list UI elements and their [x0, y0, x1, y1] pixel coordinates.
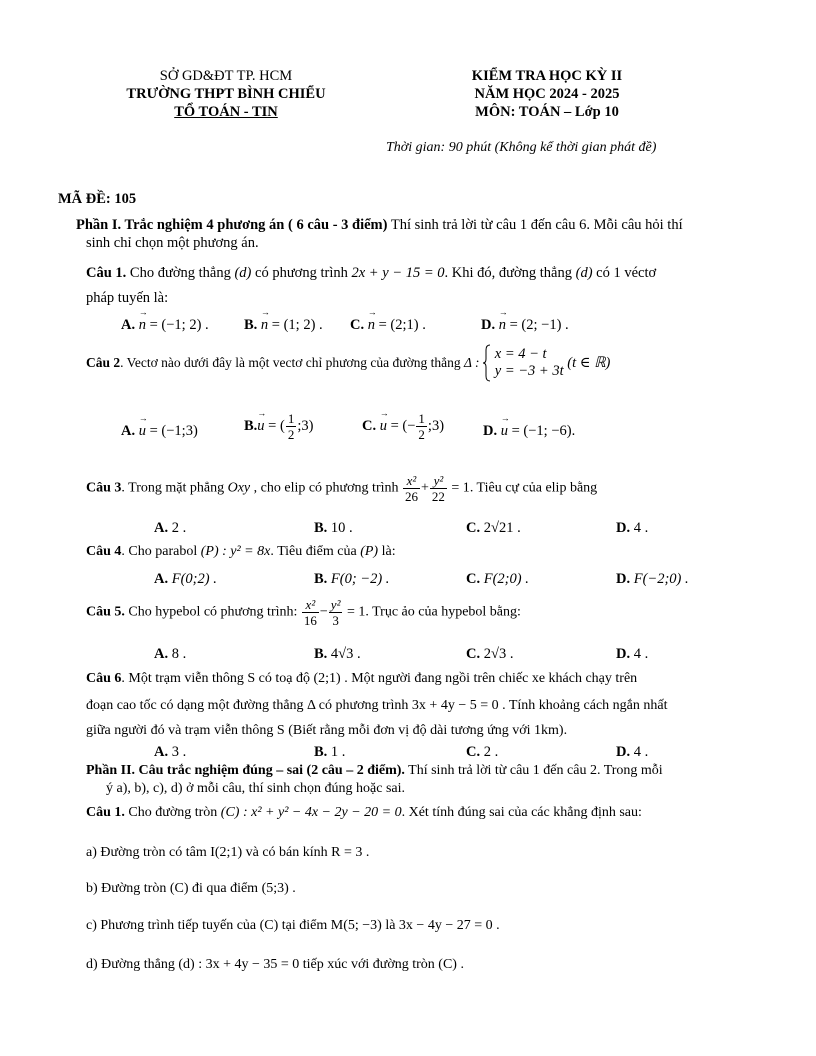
q6-b-value: 1 . [327, 744, 346, 760]
frac-num: x² [302, 598, 319, 613]
q6-label: Câu 6 [86, 671, 122, 686]
exam-time: Thời gian: 90 phút (Không kể thời gian phát đề) [386, 140, 657, 155]
q5-d-label: D. [616, 646, 631, 662]
q3-text1: . Trong mặt phẳng [121, 480, 228, 496]
q3-c-value: 2√21 . [480, 520, 521, 536]
q3-eq-tail: = 1 [447, 480, 470, 496]
q2-c-open: = (− [386, 417, 416, 434]
p2q1-text1: Cho đường tròn [124, 805, 221, 820]
q3-c-label: C. [466, 520, 481, 536]
q6-c-value: 2 . [480, 744, 499, 760]
frac-num: y² [330, 597, 341, 612]
q4-c-label: C. [466, 571, 481, 587]
q3-option-d[interactable] [616, 519, 648, 537]
question-6 [86, 670, 756, 688]
q1-c-value: = (2;1) . [374, 317, 426, 333]
q2-option-b[interactable] [244, 412, 313, 441]
part2-title: Phần II. Câu trắc nghiệm đúng – sai (2 câu – 2 điểm). [86, 763, 405, 778]
q3-oxy: Oxy [227, 480, 251, 496]
q6-line2: đoạn cao tốc có dạng một đường thẳng Δ có phương trình 3x + 4y − 5 = 0 . Tính khoảng cách ngắn nhất [86, 698, 668, 713]
q1-line-d2: (d) [575, 265, 593, 281]
statement-c[interactable]: c) Phương trình tiếp tuyến của (C) tại điểm M(5; −3) là 3x − 4y − 27 = 0 . [86, 918, 500, 933]
school-name: TRƯỜNG THPT BÌNH CHIỂU [126, 86, 326, 102]
q5-a-label: A. [154, 646, 169, 662]
q3-label: Câu 3 [86, 480, 122, 496]
q2-b-label: B. [244, 417, 258, 434]
q1-b-label: B. [244, 317, 258, 333]
frac-den: 2 [287, 427, 295, 442]
q6-d-value: 4 . [630, 744, 649, 760]
q5-frac-x [302, 598, 319, 627]
plus-sign: + [421, 480, 429, 496]
q2-d-value: = (−1; −6). [507, 423, 576, 439]
q1-d-label: D. [481, 317, 496, 333]
question-5 [86, 598, 521, 627]
q4-d-value: F(−2;0) . [630, 571, 689, 587]
p2q1-label: Câu 1. [86, 805, 125, 820]
q5-option-c[interactable] [466, 645, 513, 663]
frac-num: x² [403, 474, 420, 489]
exam-title: KIỂM TRA HỌC KỲ II [471, 68, 623, 84]
part1-intro-line2: sinh chỉ chọn một phương án. [86, 235, 259, 251]
part2-intro-text: Thí sinh trả lời từ câu 1 đến câu 2. Trong mỗi [404, 763, 663, 778]
q1-option-c[interactable] [350, 316, 426, 334]
q5-b-label: B. [314, 646, 328, 662]
q2-condition: (t ∈ ℝ) [567, 354, 611, 371]
q1-a-label: A. [121, 317, 136, 333]
q1-option-a[interactable] [121, 316, 209, 334]
q3-text3: . Tiêu cự của elip bằng [469, 480, 598, 496]
q2-body: . Vectơ nào dưới đây là một vectơ chỉ phương của đường thẳng [120, 354, 461, 370]
q5-d-value: 4 . [630, 646, 649, 662]
q4-d-label: D. [616, 571, 631, 587]
vector-u: → u [139, 422, 146, 440]
q6-line3: giữa người đó và trạm viễn thông S (Biết rằng mỗi đơn vị độ dài tương ứng với 1km). [86, 723, 568, 738]
frac-den: 2 [418, 427, 425, 442]
frac-den: 26 [405, 489, 418, 504]
faculty-name: TỔ TOÁN - TIN [174, 104, 278, 120]
q5-frac-y [329, 598, 343, 627]
q4-c-value: F(2;0) . [480, 571, 529, 587]
q4-text3: là: [378, 544, 396, 559]
q1-a-value: = (−1; 2) . [145, 317, 209, 333]
q4-option-d[interactable] [616, 570, 689, 588]
part1-intro [76, 216, 756, 234]
q5-label: Câu 5. [86, 604, 125, 620]
q1-text4: có 1 véctơ [592, 265, 657, 281]
q3-frac-x [403, 474, 420, 503]
q1-b-value: = (1; 2) . [268, 317, 323, 333]
q2-c-label: C. [362, 417, 377, 434]
q5-option-d[interactable] [616, 645, 648, 663]
q3-b-value: 10 . [327, 520, 353, 536]
subject: MÔN: TOÁN – Lớp 10 [475, 104, 619, 120]
q3-d-value: 4 . [630, 520, 649, 536]
q1-text: Cho đường thẳng [126, 265, 235, 281]
q4-text1: . Cho parabol [121, 544, 201, 559]
q1-label: Câu 1. [86, 265, 127, 281]
brace-icon [483, 344, 491, 382]
q2-sys-eq2: y = −3 + 3t [494, 363, 564, 379]
vector-n: → n [368, 316, 375, 334]
exam-header [432, 67, 662, 121]
q4-option-a[interactable] [154, 570, 217, 588]
q1-c-label: C. [350, 317, 365, 333]
q5-text1: Cho hypebol có phương trình: [124, 604, 301, 620]
q6-option-a[interactable] [154, 743, 186, 761]
q4-p: (P) [360, 544, 379, 559]
q5-option-a[interactable] [154, 645, 186, 663]
vector-n: → n [499, 316, 506, 334]
part1-title: Phần I. Trắc nghiệm 4 phương án ( 6 câu - 3 điểm) [76, 217, 388, 233]
q1-line2: pháp tuyến là: [86, 290, 169, 306]
q1-text3: . Khi đó, đường thẳng [444, 265, 576, 281]
q2-a-label: A. [121, 423, 136, 439]
vector-u: → u [257, 417, 264, 435]
q2-option-d[interactable] [483, 422, 575, 440]
q4-text2: . Tiêu điểm của [270, 544, 361, 559]
q3-text2: , cho elip có phương trình [250, 480, 402, 496]
q3-b-label: B. [314, 520, 328, 536]
q6-a-value: 3 . [168, 744, 187, 760]
q5-b-value: 4√3 . [327, 646, 361, 662]
q1-line-d: (d) [234, 265, 252, 281]
statement-a[interactable]: a) Đường tròn có tâm I(2;1) và có bán kính R = 3 . [86, 845, 370, 860]
q1-text2: có phương trình [251, 265, 352, 281]
q6-option-c[interactable] [466, 743, 498, 761]
q3-a-label: A. [154, 520, 169, 536]
q6-b-label: B. [314, 744, 328, 760]
school-year: NĂM HỌC 2024 - 2025 [474, 86, 620, 102]
frac-num: y² [430, 474, 447, 489]
frac-den: 3 [332, 613, 339, 628]
q4-a-value: F(0;2) . [168, 571, 217, 587]
q2-b-open: = ( [264, 417, 285, 434]
q4-a-label: A. [154, 571, 169, 587]
q2-option-c[interactable] [362, 412, 444, 441]
statement-b[interactable]: b) Đường tròn (C) đi qua điểm (5;3) . [86, 881, 296, 896]
vector-n: → n [261, 316, 268, 334]
question-4 [86, 543, 396, 561]
question-1 [86, 264, 766, 282]
q1-equation: 2x + y − 15 = 0 [351, 265, 445, 281]
q4-label: Câu 4 [86, 544, 122, 559]
frac-num: 1 [418, 411, 425, 426]
q5-c-value: 2√3 . [480, 646, 514, 662]
vector-u: → u [380, 417, 387, 435]
q2-c-close: ;3) [427, 417, 445, 434]
q3-frac-y [430, 474, 447, 503]
q2-b-close: ;3) [297, 417, 314, 434]
school-header [96, 67, 356, 121]
q2-text [86, 355, 480, 372]
fraction-half [286, 412, 297, 441]
p2q1-text2: . Xét tính đúng sai của các khẳng định sau: [401, 805, 642, 820]
q6-option-b[interactable] [314, 743, 345, 761]
statement-d[interactable]: d) Đường thẳng (d) : 3x + 4y − 35 = 0 tiếp xúc với đường tròn (C) . [86, 957, 464, 972]
department-name: SỞ GD&ĐT TP. HCM [159, 68, 293, 84]
q1-d-value: = (2; −1) . [505, 317, 569, 333]
q6-c-label: C. [466, 744, 481, 760]
q4-equation: (P) : y² = 8x [200, 544, 271, 559]
q2-a-value: = (−1;3) [145, 423, 198, 439]
q2-option-a[interactable] [121, 422, 198, 440]
q5-a-value: 8 . [168, 646, 187, 662]
vector-n: → n [139, 316, 146, 334]
q2-d-label: D. [483, 423, 498, 439]
q3-a-value: 2 . [168, 520, 187, 536]
q2-sys-eq1: x = 4 − t [494, 346, 547, 362]
q5-eq-tail: = 1 [343, 604, 366, 620]
vector-u: → u [501, 422, 508, 440]
frac-num: 1 [287, 411, 295, 426]
q6-line1: . Một trạm viễn thông S có toạ độ (2;1) . Một người đang ngồi trên chiếc xe khách chạy trên [121, 671, 638, 686]
q3-option-c[interactable] [466, 519, 521, 537]
q2-label: Câu 2 [86, 354, 121, 370]
part2-intro [86, 762, 663, 780]
fraction-half [416, 412, 427, 441]
q6-a-label: A. [154, 744, 169, 760]
q1-option-b[interactable] [244, 316, 323, 334]
question-3 [86, 474, 597, 503]
q5-option-b[interactable] [314, 645, 361, 663]
minus-sign: − [319, 604, 328, 620]
q3-option-b[interactable] [314, 519, 353, 537]
part2-intro-line2: ý a), b), c), d) ở mỗi câu, thí sinh chọn đúng hoặc sai. [106, 781, 405, 796]
q2-delta: Δ : [463, 354, 480, 370]
exam-code: MÃ ĐỀ: 105 [58, 191, 137, 207]
q4-option-b[interactable] [314, 570, 389, 588]
q1-option-d[interactable] [481, 316, 569, 334]
q4-b-value: F(0; −2) . [327, 571, 390, 587]
q5-c-label: C. [466, 646, 481, 662]
q3-option-a[interactable] [154, 519, 186, 537]
q2-system [495, 346, 564, 380]
part2-question-1 [86, 804, 642, 822]
q3-d-label: D. [616, 520, 631, 536]
p2q1-equation: (C) : x² + y² − 4x − 2y − 20 = 0 [220, 805, 402, 820]
part1-intro-text: Thí sinh trả lời từ câu 1 đến câu 6. Mỗi câu hỏi thí [387, 217, 683, 233]
q4-option-c[interactable] [466, 570, 529, 588]
question-2 [86, 344, 610, 382]
q6-option-d[interactable] [616, 743, 648, 761]
frac-den: 22 [431, 489, 445, 504]
q4-b-label: B. [314, 571, 328, 587]
frac-den: 16 [303, 613, 317, 628]
q5-text2: . Trục ảo của hypebol bằng: [365, 604, 521, 620]
q6-d-label: D. [616, 744, 631, 760]
